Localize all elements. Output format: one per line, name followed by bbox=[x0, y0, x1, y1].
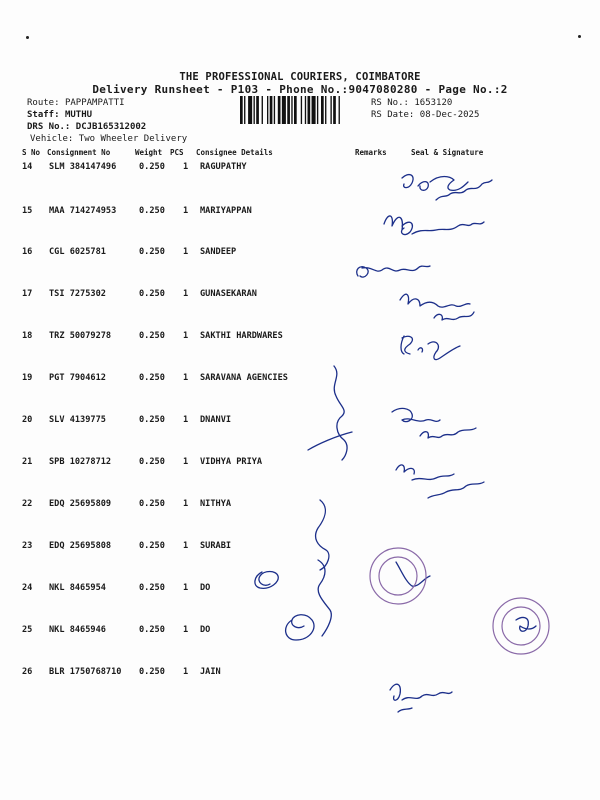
scan-speck bbox=[26, 36, 29, 39]
vehicle-line: Vehicle: Two Wheeler Delivery bbox=[30, 134, 188, 144]
scan-speck bbox=[578, 35, 581, 38]
vehicle-value: Two Wheeler Delivery bbox=[78, 134, 188, 144]
column-pcs: PCS bbox=[170, 148, 184, 157]
table-row: 22 EDQ 25695809 0.250 1 NITHYA bbox=[22, 499, 232, 509]
staff-value: MUTHU bbox=[64, 110, 93, 120]
table-row: 19 PGT 7904612 0.250 1 SARAVANA AGENCIES bbox=[22, 373, 288, 383]
table-row: 18 TRZ 50079278 0.250 1 SAKTHI HARDWARES bbox=[22, 331, 283, 341]
meta-left bbox=[27, 97, 187, 145]
route-value: PAPPAMPATTI bbox=[64, 98, 125, 108]
table-row: 17 TSI 7275302 0.250 1 GUNASEKARAN bbox=[22, 289, 257, 299]
meta-right bbox=[371, 97, 479, 121]
drs-value: DCJB165312002 bbox=[75, 122, 147, 132]
column-weight: Weight bbox=[135, 148, 163, 157]
document-title: THE PROFESSIONAL COURIERS, COIMBATORE bbox=[179, 71, 421, 83]
table-row: 15 MAA 714274953 0.250 1 MARIYAPPAN bbox=[22, 206, 252, 216]
table-row: 21 SPB 10278712 0.250 1 VIDHYA PRIYA bbox=[22, 457, 263, 467]
staff-line: Staff: MUTHU bbox=[27, 110, 93, 120]
table-row: 20 SLV 4139775 0.250 1 DNANVI bbox=[22, 415, 232, 425]
rs-date-line: RS Date: 08-Dec-2025 bbox=[371, 110, 480, 120]
signature-jain bbox=[390, 684, 452, 712]
rs-no-value: 1653120 bbox=[414, 98, 453, 108]
column-sno: S No bbox=[22, 148, 41, 157]
signature-sandeep bbox=[357, 266, 430, 277]
rs-no-line: RS No.: 1653120 bbox=[371, 98, 453, 108]
route-line: Route: PAPPAMPATTI bbox=[27, 98, 125, 108]
table-row: 25 NKL 8465946 0.250 1 DO bbox=[22, 625, 211, 635]
courier-mark bbox=[316, 500, 332, 636]
column-consignment: Consignment No bbox=[47, 148, 111, 157]
document-subtitle: Delivery Runsheet - P103 - Phone No.:9047080280 - Page No.:2 bbox=[92, 83, 508, 96]
table-row: 16 CGL 6025781 0.250 1 SANDEEP bbox=[22, 247, 237, 257]
table-row: 26 BLR 1750768710 0.250 1 JAIN bbox=[22, 667, 221, 677]
column-remarks: Remarks bbox=[355, 148, 387, 157]
table-row: 23 EDQ 25695808 0.250 1 SURABI bbox=[22, 541, 232, 551]
column-seal-signature: Seal & Signature bbox=[411, 148, 484, 157]
column-consignee: Consignee Details bbox=[196, 148, 273, 157]
rs-date-value: 08-Dec-2025 bbox=[419, 110, 480, 120]
table-row: 14 SLM 384147496 0.250 1 RAGUPATHY bbox=[22, 162, 247, 172]
signature-ragupathy bbox=[402, 175, 492, 200]
table-row: 24 NKL 8465954 0.250 1 DO bbox=[22, 583, 211, 593]
barcode bbox=[240, 96, 368, 124]
drs-line: DRS No.: DCJB165312002 bbox=[27, 122, 147, 132]
